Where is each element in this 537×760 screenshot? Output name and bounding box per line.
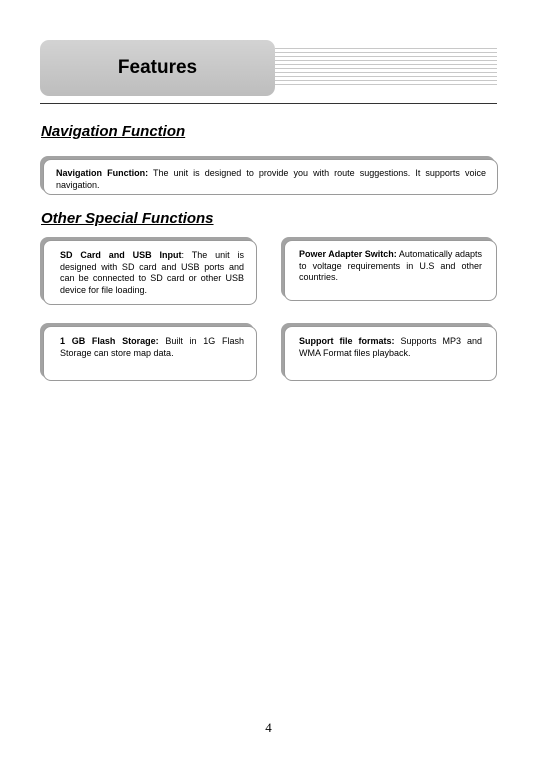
feature-box-flash-storage	[43, 326, 257, 381]
feature-lead-power-adapter: Power Adapter Switch:	[299, 249, 397, 259]
feature-text-flash-storage: Built in 1G Flash Storage can store map data.	[60, 336, 244, 358]
feature-box-power-adapter	[284, 240, 497, 301]
section-title-navigation: Navigation Function	[41, 123, 186, 140]
feature-box-sd-card-usb	[43, 240, 257, 305]
navigation-function-text: The unit is designed to provide you with route suggestions. It supports voice navigation.	[56, 168, 487, 190]
header-divider	[40, 103, 497, 104]
feature-text-sd-card-usb: : The unit is designed with SD card and USB ports and can be connected to SD card or other USB device for file loading.	[60, 250, 244, 295]
feature-text-power-adapter: Automatically adapts to voltage requirements in U.S and other countries.	[299, 249, 482, 283]
feature-text-file-formats: Supports MP3 and WMA Format files playback.	[299, 336, 482, 358]
navigation-function-lead: Navigation Function:	[56, 168, 149, 178]
feature-lead-sd-card-usb: SD Card and USB Input	[60, 250, 182, 260]
header-decorative-lines	[275, 48, 497, 88]
page-title: Features	[117, 57, 198, 78]
navigation-function-box	[43, 159, 498, 195]
features-header-tab	[40, 40, 275, 96]
feature-lead-file-formats: Support file formats:	[299, 336, 395, 346]
feature-box-file-formats	[284, 326, 497, 381]
page-number: 4	[265, 720, 272, 735]
section-title-other-special-functions: Other Special Functions	[41, 210, 214, 227]
feature-lead-flash-storage: 1 GB Flash Storage:	[60, 336, 159, 346]
